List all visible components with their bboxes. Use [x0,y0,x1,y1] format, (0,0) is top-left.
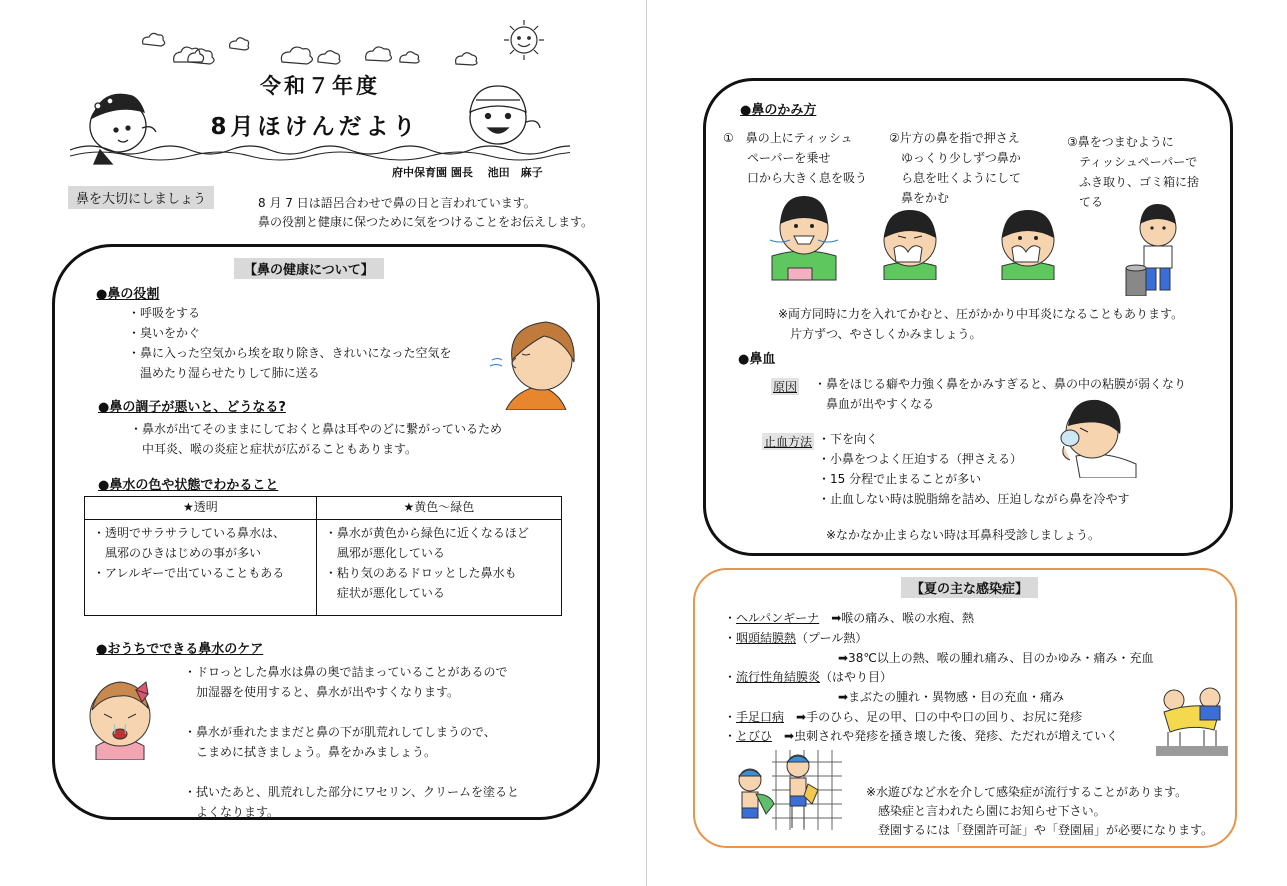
disease-symptoms: ➡手のひら、足の甲、口の中や口の回り、お尻に発疹 [796,710,1083,724]
boy-pinching-nose-icon [992,208,1064,280]
cloud-icon [143,33,165,46]
nose-trouble-text: ・鼻水が出てそのままにしておくと鼻は耳やのどに繋がっているため 中耳炎、喉の炎症と症状が広がることもあります。 [130,422,503,456]
intro-line: 8 月 7 日は語呂合わせで鼻の日と言われています。 [258,196,536,210]
crying-baby-icon [84,676,156,760]
swimming-boy-icon [470,86,540,144]
nose-role-list: ・呼吸をする ・臭いをかぐ ・鼻に入った空気から埃を取り除き、きれいになった空気を 温めたり湿らせたりして肺に送る [128,306,452,380]
cause-label: 原因 [773,380,798,394]
nosebleed-boy-icon [1046,396,1138,478]
disease-alias: （はやり目） [820,670,893,684]
table-cell-yellow-green: ・鼻水が黄色から緑色に近くなるほど 風邪が悪化している ・粘り気のあるドロッとした鼻水も 症状が悪化している [316,520,561,616]
disease-keratoconjunctivitis: ・流行性角結膜炎（はやり目） [724,670,893,684]
disease-symptoms: ➡38℃以上の熱、喉の腫れ痛み、目のかゆみ・痛み・充血 [838,651,1154,665]
header-illustration [70,18,570,188]
nose-role-heading: ●鼻の役割 [96,287,160,302]
disease-herpangina: ・ヘルパンギーナ ➡喉の痛み、喉の水疱、熱 [724,611,974,625]
nasal-health-title: 【鼻の健康について】 [234,258,384,279]
disease-pharyngoconjunctival: ・咽頭結膜熱（プール熱） [724,631,868,645]
table-header-clear: ★透明 [85,497,317,520]
newsletter-year: 令和７年度 [260,74,380,98]
cloud-icon [318,51,340,64]
boy-blowing-nose-icon [874,208,946,280]
nosebleed-footnote: ※なかなか止まらない時は耳鼻科受診しましょう。 [826,528,1101,542]
disease-symptoms: ➡まぶたの腫れ・異物感・目の充血・痛み [838,690,1065,704]
home-care-heading: ●おうちでできる鼻水のケア [96,642,264,657]
nose-trouble-heading: ●鼻の調子が悪いと、どうなる? [98,400,286,415]
disease-alias: （プール熱） [796,631,868,645]
blow-step-1: ① 鼻の上にティッシュ ペーパーを乗せ 口から大きく息を吸う [723,131,868,185]
disease-name: 流行性角結膜炎 [736,670,821,684]
breathing-child-icon [486,316,576,410]
intro-line: 鼻の役割と健康に保つために気をつけることをお伝えします。 [258,215,594,229]
cloud-icon [366,47,392,61]
cloud-icon [230,38,249,50]
blow-step-2: ②片方の鼻を指で押さえ ゆっくり少しずつ鼻か ら息を吐くようにして 鼻をかむ [889,131,1022,205]
nasal-color-heading: ●鼻水の色や状態でわかること [98,478,279,493]
intro-text [258,194,593,232]
boy-trash-can-icon [1122,204,1188,296]
author-line: 府中保育園 園長 池田 麻子 [392,166,543,179]
cloud-icon [456,53,477,65]
page-divider [646,0,647,886]
disease-name: 咽頭結膜熱 [736,631,797,645]
nasal-discharge-table [84,496,562,616]
boy-tissue-icon [764,196,844,282]
table-cell-clear: ・透明でサラサラしている鼻水は、 風邪のひきはじめの事が多い ・アレルギーで出ていることもある [85,520,317,616]
cloud-icon [400,52,419,63]
disease-hfmd: ・手足口病 ➡手のひら、足の甲、口の中や口の回り、お尻に発疹 [724,710,1083,724]
newsletter-title: 8月ほけんだより [210,114,420,140]
blow-note: ※両方同時に力を入れてかむと、圧がかかり中耳炎になることもあります。 片方ずつ、やさしくかみましょう。 [778,307,1184,341]
children-hand-washing-icon [732,750,844,840]
nose-blowing-heading: ●鼻のかみ方 [740,103,817,118]
sun-icon [504,20,544,60]
summer-infection-title: 【夏の主な感染症】 [901,577,1038,598]
disease-name: ヘルパンギーナ [736,611,820,625]
stop-method-list: ・下を向く ・小鼻をつよく圧迫する（押さえる） ・15 分程で止まることが多い ・止血しない時は脱脂綿を詰め、圧迫しながら鼻を冷やす [818,432,1130,506]
disease-name: 手足口病 [736,710,785,724]
disease-symptoms: ➡虫刺されや発疹を掻き壊した後、発疹、ただれが増えていく [784,729,1119,743]
disease-symptoms: ➡喉の痛み、喉の水疱、熱 [831,611,974,625]
stop-method-label: 止血方法 [764,435,813,449]
children-towel-icon [1156,686,1228,758]
disease-name: とびひ [736,729,773,743]
intro-label: 鼻を大切にしましょう [68,186,214,209]
water-wave [70,146,570,154]
cause-text: ・鼻をほじる癖や力強く鼻をかみすぎると、鼻の中の粘膜が弱くなり 鼻血が出やすくなる [814,377,1187,411]
summer-infection-note: ※水遊びなど水を介して感染症が流行することがあります。 感染症と言われたら園にお知らせ下さい。 登園するには「登園許可証」や「登園届」が必要になります。 [866,785,1214,837]
nosebleed-heading: ●鼻血 [738,352,776,367]
home-care-text: ・ドロっとした鼻水は鼻の奥で詰まっていることがあるので 加湿器を使用すると、鼻水が出やすくなります。 ・鼻水が垂れたままだと鼻の下が肌荒れしてしまうので、 こまめに拭きましょう。鼻をかみましょう。 ・拭いたあと、肌荒れした部分にワセリン、クリームを塗ると よくなります。 [184,665,520,819]
disease-impetigo: ・とびひ ➡虫刺されや発疹を掻き壊した後、発疹、ただれが増えていく [724,729,1119,743]
cloud-icon [281,47,312,64]
blow-step-3: ③鼻をつまむように ティッシュペーパーで ふき取り、ゴミ箱に捨 てる [1067,135,1200,209]
table-header-yellow-green: ★黄色～緑色 [316,497,561,520]
